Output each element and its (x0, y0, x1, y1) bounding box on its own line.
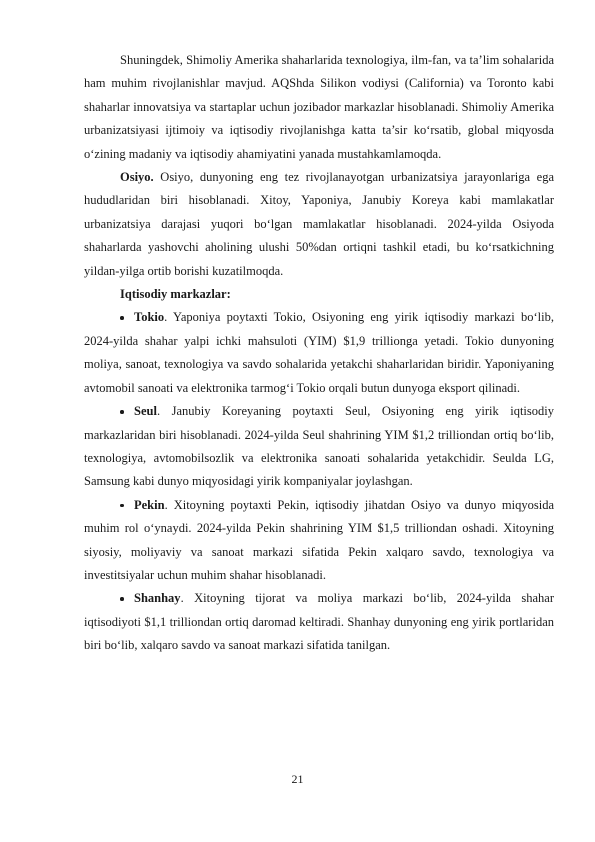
bullet-text: . Xitoyning poytaxti Pekin, iqtisodiy jihatdan Osiyo va dunyo miqyosida muhim rol o‘ynaydi. 2024-yilda Pekin shahrining YIM $1,5 trilliondan oshadi. Xitoyning siyosiy, moliyaviy va sanoat markazi sifatida Pekin xalqaro savdo, texnologiya va investitsiyalar uchun muhim shahar hisoblanadi. (84, 497, 554, 582)
bullet-icon (120, 597, 124, 601)
bullet-item-tokio (84, 306, 554, 400)
bullet-item-seul (84, 400, 554, 494)
bullet-title: Tokio (134, 310, 165, 325)
bullet-text: . Xitoyning tijorat va moliya markazi bo‘lib, 2024-yilda shahar iqtisodiyoti $1,1 trilliondan ortiq daromad keltiradi. Shanhay dunyoning eng yirik portlaridan biri bo‘lib, xalqaro savdo va sanoat markazi sifatida tanilgan. (84, 591, 554, 653)
asia-text: Osiyo, dunyoning eng tez rivojlanayotgan urbanizatsiya jarayonlariga ega hududlaridan biri hisoblanadi. Xitoy, Yaponiya, Janubiy Koreya kabi mamlakatlar urbanizatsiya darajasi yuqori bo‘lgan mamlakatlar hisoblanadi. 2024-yilda Osiyoda shaharlarda yashovchi aholining ulushi 50%dan ortiqni tashkil etadi, bu ko‘rsatkichning yildan-yilga ortib borishi kuzatilmoqda. (84, 170, 554, 278)
bullet-text: . Yaponiya poytaxti Tokio, Osiyoning eng yirik iqtisodiy markazi bo‘lib, 2024-yilda shahar yalpi ichki mahsuloti (YIM) $1,9 trillionga yetadi. Tokio dunyoning moliya, sanoat, texnologiya va savdo sohalarida yetakchi shaharlaridan biridir. Yaponiyaning avtomobil sanoati va elektronika tarmog‘i Tokio orqali butun dunyoga eksport qilinadi. (84, 310, 554, 395)
asia-label: Osiyo. (120, 170, 154, 185)
section-heading: Iqtisodiy markazlar: (120, 287, 231, 302)
page-body (84, 49, 554, 658)
page-number: 21 (291, 772, 304, 786)
bullet-icon (120, 316, 124, 320)
bullet-title: Pekin (134, 497, 165, 512)
bullet-item-pekin (84, 494, 554, 588)
paragraph-asia (84, 166, 554, 283)
bullet-icon (120, 410, 124, 414)
bullet-icon (120, 504, 124, 508)
paragraph-north-america: Shuningdek, Shimoliy Amerika shaharlarida texnologiya, ilm-fan, va ta’lim sohalarida ham muhim rivojlanishlar mavjud. AQShda Silikon vodiysi (California) va Toronto kabi shaharlar innovatsiya va startaplar uchun jozibador markazlar hisoblanadi. Shimoliy Amerika urbanizatsiyasi ijtimoiy va iqtisodiy rivojlanishga katta ta’sir ko‘rsatib, global miqyosda o‘zining madaniy va iqtisodiy ahamiyatini yanada mustahkamlamoqda. (84, 53, 554, 161)
bullet-title: Seul (134, 404, 157, 419)
bullet-item-shanhay (84, 587, 554, 657)
bullet-text: . Janubiy Koreyaning poytaxti Seul, Osiyoning eng yirik iqtisodiy markazlaridan biri hisoblanadi. 2024-yilda Seul shahrining YIM $1,2 trilliondan ortiq bo‘lib, texnologiya, avtomobilsozlik va elektronika sanoati sohalarida yetakchidir. Seulda LG, Samsung kabi dunyo miqyosidagi yirik kompaniyalar joylashgan. (84, 404, 554, 489)
bullet-title: Shanhay (134, 591, 181, 606)
